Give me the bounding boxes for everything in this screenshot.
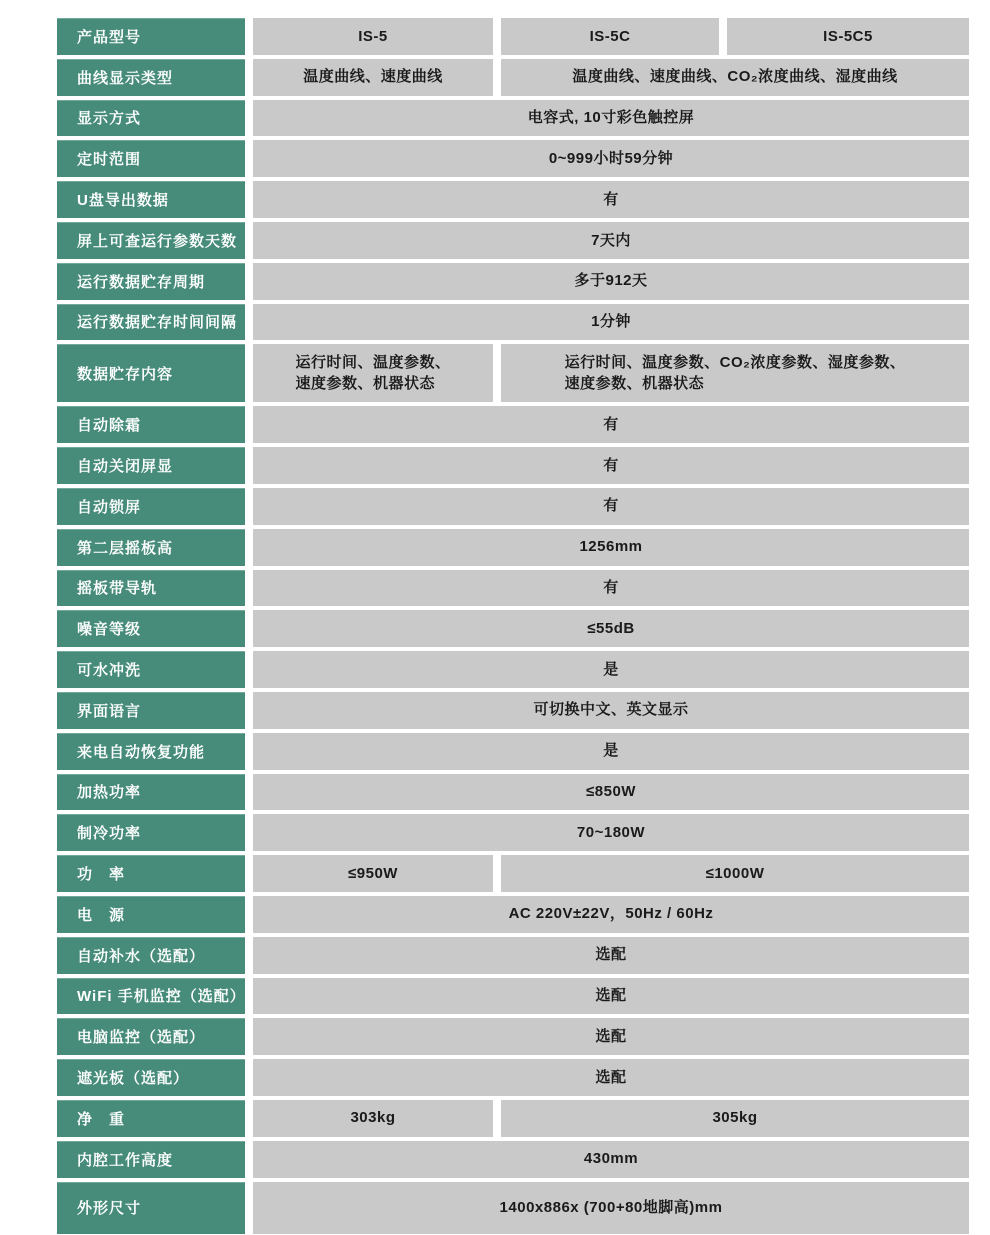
spec-value: IS-5 (253, 18, 493, 55)
spec-value: ≤55dB (253, 610, 969, 647)
spec-value: IS-5C5 (727, 18, 969, 55)
row-label: 摇板带导轨 (57, 570, 245, 607)
row-label: 电 源 (57, 896, 245, 933)
spec-value (501, 344, 969, 402)
spec-row (57, 733, 969, 770)
spec-row (57, 100, 969, 137)
spec-value: 有 (253, 488, 969, 525)
row-label: 外形尺寸 (57, 1182, 245, 1234)
spec-row (57, 1141, 969, 1178)
spec-value: ≤1000W (501, 855, 969, 892)
row-label: 显示方式 (57, 100, 245, 137)
spec-row (57, 610, 969, 647)
row-label: 遮光板（选配） (57, 1059, 245, 1096)
spec-row (57, 692, 969, 729)
spec-value: 7天内 (253, 222, 969, 259)
row-label: 自动关闭屏显 (57, 447, 245, 484)
spec-value: IS-5C (501, 18, 719, 55)
spec-value: 是 (253, 733, 969, 770)
spec-value: 多于912天 (253, 263, 969, 300)
spec-row (57, 304, 969, 341)
row-label: 噪音等级 (57, 610, 245, 647)
spec-value: 温度曲线、速度曲线 (253, 59, 493, 96)
spec-row (57, 855, 969, 892)
row-label: 运行数据贮存周期 (57, 263, 245, 300)
spec-row (57, 937, 969, 974)
spec-value: AC 220V±22V，50Hz / 60Hz (253, 896, 969, 933)
spec-row (57, 59, 969, 96)
row-label: 可水冲洗 (57, 651, 245, 688)
spec-value: 有 (253, 181, 969, 218)
spec-value: ≤850W (253, 774, 969, 811)
row-label: 定时范围 (57, 140, 245, 177)
spec-value-line: 速度参数、机器状态 (564, 375, 705, 393)
row-label: 屏上可查运行参数天数 (57, 222, 245, 259)
row-label: 加热功率 (57, 774, 245, 811)
row-label: 界面语言 (57, 692, 245, 729)
spec-row (57, 140, 969, 177)
spec-value-multiline (565, 352, 906, 396)
row-label: 自动除霜 (57, 406, 245, 443)
spec-value: 1256mm (253, 529, 969, 566)
spec-value: 可切换中文、英文显示 (253, 692, 969, 729)
spec-row (57, 1059, 969, 1096)
spec-value: 430mm (253, 1141, 969, 1178)
spec-row (57, 814, 969, 851)
spec-row (57, 406, 969, 443)
spec-value: 温度曲线、速度曲线、CO₂浓度曲线、湿度曲线 (501, 59, 969, 96)
spec-value-line: 运行时间、温度参数、 (295, 353, 451, 371)
spec-value-line: 运行时间、温度参数、CO₂浓度参数、湿度参数、 (564, 353, 906, 371)
row-label: 电脑监控（选配） (57, 1018, 245, 1055)
spec-value: 有 (253, 570, 969, 607)
spec-row (57, 774, 969, 811)
spec-value-line: 速度参数、机器状态 (295, 375, 435, 393)
spec-row (57, 896, 969, 933)
spec-value: 选配 (253, 937, 969, 974)
row-label: 内腔工作高度 (57, 1141, 245, 1178)
spec-row (57, 978, 969, 1015)
row-label: 自动锁屏 (57, 488, 245, 525)
row-label: 数据贮存内容 (57, 344, 245, 402)
spec-table (57, 18, 969, 1234)
spec-value: 1分钟 (253, 304, 969, 341)
spec-row (57, 651, 969, 688)
spec-value: 0~999小时59分钟 (253, 140, 969, 177)
spec-row (57, 570, 969, 607)
row-label: 产品型号 (57, 18, 245, 55)
row-label: 来电自动恢复功能 (57, 733, 245, 770)
spec-value: 选配 (253, 978, 969, 1015)
spec-value: 303kg (253, 1100, 493, 1137)
spec-value: 有 (253, 406, 969, 443)
row-label: U盘导出数据 (57, 181, 245, 218)
row-label: 制冷功率 (57, 814, 245, 851)
spec-row (57, 1182, 969, 1234)
spec-row (57, 263, 969, 300)
spec-value (253, 344, 493, 402)
spec-value: ≤950W (253, 855, 493, 892)
spec-value: 是 (253, 651, 969, 688)
spec-row (57, 222, 969, 259)
row-label: 自动补水（选配） (57, 937, 245, 974)
spec-value: 70~180W (253, 814, 969, 851)
spec-row (57, 529, 969, 566)
row-label: 第二层摇板高 (57, 529, 245, 566)
spec-value: 有 (253, 447, 969, 484)
row-label: WiFi 手机监控（选配） (57, 978, 245, 1015)
row-label: 净 重 (57, 1100, 245, 1137)
row-label: 运行数据贮存时间间隔 (57, 304, 245, 341)
spec-value: 选配 (253, 1059, 969, 1096)
spec-row (57, 1018, 969, 1055)
spec-value: 选配 (253, 1018, 969, 1055)
spec-row (57, 18, 969, 55)
spec-row (57, 344, 969, 402)
spec-row (57, 447, 969, 484)
spec-value: 305kg (501, 1100, 969, 1137)
row-label: 曲线显示类型 (57, 59, 245, 96)
spec-row (57, 1100, 969, 1137)
spec-row (57, 181, 969, 218)
spec-row (57, 488, 969, 525)
spec-value-multiline (295, 352, 450, 396)
spec-value: 1400x886x (700+80地脚高)mm (253, 1182, 969, 1234)
row-label: 功 率 (57, 855, 245, 892)
spec-value: 电容式, 10寸彩色触控屏 (253, 100, 969, 137)
